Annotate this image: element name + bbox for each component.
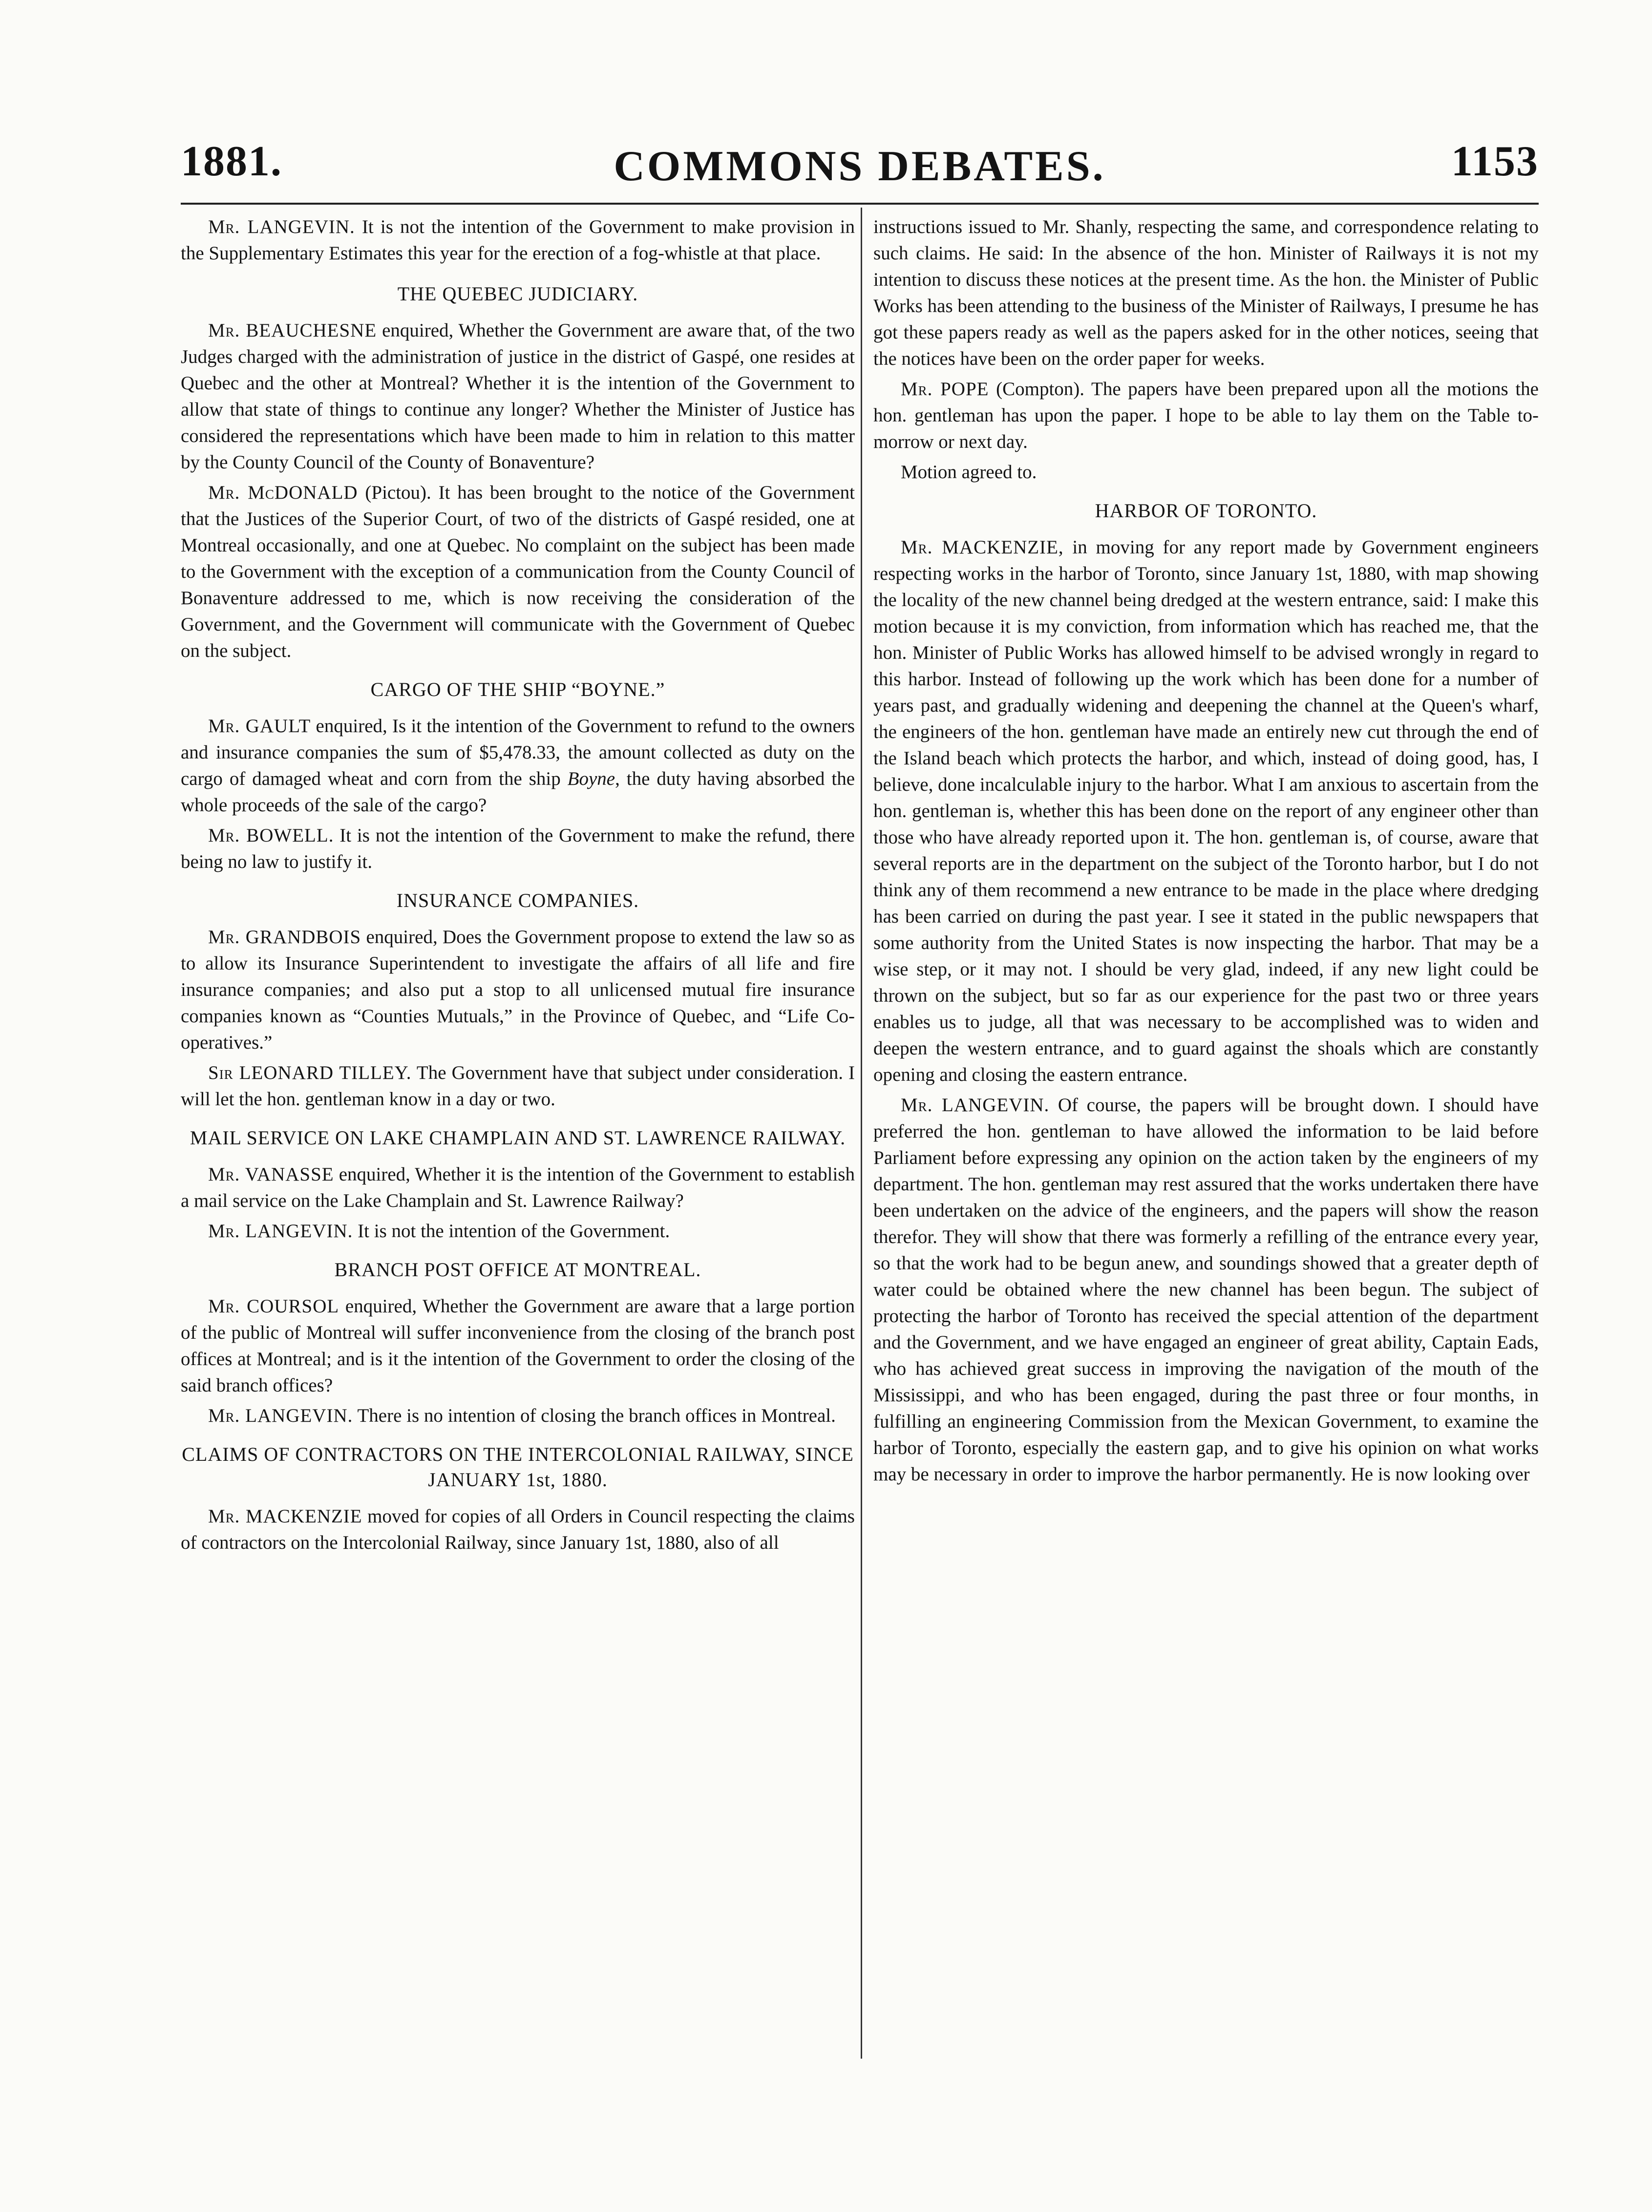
speaker-name: Mr. GRANDBOIS: [208, 927, 361, 948]
speaker-name: Mr. BOWELL.: [208, 825, 334, 846]
paragraph-text: in moving for any report made by Government engineers respecting works in the harbor of Toronto, since January 1st, 1880, with map showing the locality of the new channel being dredged at the western entrance, said: I make this motion because it is my conviction, from information which has reached me, that the hon. Minister of Public Works has allowed himself to be advised wrongly in regard to this harbor. Instead of following up the work which has been done for a number of years past, and gradually widening and deepening the channel at the Queen's wharf, the engineers of the hon. gentleman have made an entirely new cut through the end of the Island beach which protects the harbor, and which, instead of doing good, has, I believe, done incalculable injury to the harbor. What I am anxious to ascertain from the hon. gentleman is, whether this has been done on the report of any engineer other than those who have already reported upon it. The hon. gentleman is, of course, aware that several reports are in the department on the subject of the Toronto harbor, but I do not think any of them recommend a new entrance to be made in the place where dredging has been carried on during the past year. I see it stated in the public newspapers that some authority from the United States is now inspecting the harbor. That may be a wise step, or it may not. I should be very glad, indeed, if any new light could be thrown on the subject, but so far as our experience for the past two or three years enables us to judge, all that was necessary to be accomplished was to widen and deepen the western entrance, and to guard against the shoals which are constantly opening and closing the eastern entrance.: [873, 537, 1539, 1085]
speaker-name: Mr. VANASSE: [208, 1164, 334, 1185]
paragraph-text: (Pictou). It has been brought to the notice of the Government that the Justices of the Superior Court, of two of the districts of Gaspé resided, one at Montreal occasionally, and one at Quebec. No complaint on the subject has been made to the Government with the exception of a communication from the County Council of Bonaventure addressed to me, which is now receiving the consideration of the Government, and the Government will communicate with the Government of Quebec on the subject.: [181, 482, 855, 661]
speaker-name: Mr. COURSOL: [208, 1296, 339, 1317]
section-heading: THE QUEBEC JUDICIARY.: [397, 283, 638, 305]
header-rule: [181, 203, 1539, 205]
header-page-number: 1153: [1451, 138, 1539, 185]
paragraph-text: enquired, Is it the intention of the Government to refund to the owners and insurance companies the sum of $5,478.33, the amount collected as duty on the cargo of damaged wheat and corn from the ship: [181, 716, 855, 789]
speaker-name: Mr. LANGEVIN.: [901, 1095, 1050, 1116]
right-column: [873, 214, 1539, 1492]
section-heading: INSURANCE COMPANIES.: [396, 889, 639, 911]
paragraph: [181, 1060, 855, 1113]
speaker-name: Mr. MACKENZIE,: [901, 537, 1064, 558]
paragraph-text: Motion agreed to.: [901, 462, 1037, 483]
speaker-name: Mr. LANGEVIN.: [208, 1221, 353, 1242]
paragraph-text: enquired, Whether the Government are aware that a large portion of the public of Montreal will suffer inconvenience from the closing of the branch post offices at Montreal; and is it the intention of the Government to order the closing of the said branch offices?: [181, 1296, 855, 1396]
paragraph-text: (Compton). The papers have been prepared upon all the motions the hon. gentleman has upon the paper. I hope to be able to lay them on the Table to-morrow or next day.: [873, 379, 1539, 452]
column-divider: [861, 208, 862, 2059]
page-header: [181, 137, 1539, 210]
paragraph-text: It is not the intention of the Government to make the refund, there being no law to justify it.: [181, 825, 855, 872]
section-heading: CLAIMS OF CONTRACTORS ON THE INTERCOLONIAL RAILWAY, SINCE JANUARY 1st, 1880.: [182, 1443, 854, 1491]
paragraph-text: enquired, Whether it is the intention of the Government to establish a mail service on the Lake Champlain and St. Lawrence Railway?: [181, 1164, 855, 1211]
paragraph: [181, 317, 855, 476]
speaker-name: Mr. GAULT: [208, 716, 311, 737]
speaker-name: Mr. BEAUCHESNE: [208, 320, 377, 341]
speaker-name: Mr. LANGEVIN.: [208, 216, 355, 237]
paragraph: [873, 214, 1539, 372]
paragraph-text: It is not the intention of the Government to make provision in the Supplementary Estimates this year for the erection of a fog-whistle at that place.: [181, 216, 855, 264]
paragraph-text: The Government have that subject under consideration. I will let the hon. gentleman know in a day or two.: [181, 1062, 855, 1110]
ship-name: Boyne: [567, 768, 615, 789]
paragraph-text: enquired, Whether the Government are aware that, of the two Judges charged with the administration of justice in the district of Gaspé, one resides at Quebec and the other at Montreal? Whether it is the intention of the Government to allow that state of things to continue any longer? Whether the Minister of Justice has considered the representations which have been made to him in relation to this matter by the County Council of the County of Bonaventure?: [181, 320, 855, 473]
left-column: [181, 214, 855, 1560]
paragraph-text: It is not the intention of the Government.: [353, 1221, 670, 1242]
speaker-name: Mr. LANGEVIN.: [208, 1405, 353, 1426]
paragraph: [181, 822, 855, 875]
paragraph: [181, 1293, 855, 1399]
paragraph: [873, 1092, 1539, 1488]
paragraph: [181, 924, 855, 1056]
section-heading: HARBOR OF TORONTO.: [1095, 500, 1317, 522]
header-title: COMMONS DEBATES.: [614, 143, 1106, 190]
speaker-name: Mr. MACKENZIE: [208, 1506, 362, 1527]
paragraph: [181, 480, 855, 664]
speaker-name: Mr. POPE: [901, 379, 989, 400]
speaker-name: Mr. McDONALD: [208, 482, 358, 503]
paragraph: [873, 534, 1539, 1088]
paragraph: [181, 1218, 855, 1244]
paragraph: [181, 214, 855, 267]
paragraph-text: instructions issued to Mr. Shanly, respecting the same, and correspondence relating to such claims. He said: In the absence of the hon. Minister of Railways it is not my intention to discuss these notices at the present time. As the hon. the Minister of Public Works has been attending to the business of the Minister of Railways, I presume he has got these papers ready as well as the papers asked for in the other notices, seeing that the notices have been on the order paper for weeks.: [873, 216, 1539, 369]
paragraph: [181, 1161, 855, 1214]
paragraph: [873, 376, 1539, 455]
paragraph: [181, 1403, 855, 1429]
speaker-name: Sir LEONARD TILLEY.: [208, 1062, 412, 1083]
section-heading: CARGO OF THE SHIP “BOYNE.”: [370, 678, 665, 700]
section-heading: BRANCH POST OFFICE AT MONTREAL.: [334, 1259, 701, 1281]
paragraph: [873, 459, 1539, 485]
paragraph-text: , the duty having absorbed the whole proceeds of the sale of the cargo?: [181, 768, 855, 816]
paragraph-text: Of course, the papers will be brought down. I should have preferred the hon. gentleman to have allowed the information to be laid before Parliament before expressing any opinion on the action taken by the engineers of my department. The hon. gentleman may rest assured that the works undertaken there have been undertaken on the advice of the engineers, and the papers will show the reason therefor. They will show that there was formerly a refilling of the entrance every year, so that the work had to be begun anew, and soundings showed that a greater depth of water could be obtained where the new channel has been begun. The subject of protecting the harbor of Toronto has received the special attention of the department and the Government, and we have engaged an engineer of great ability, Captain Eads, who has achieved great success in improving the navigation of the mouth of the Mississippi, and who has been engaged, during the past three or four months, in fulfilling an engineering Commission from the Mexican Government, to examine the harbor of Toronto, especially the eastern gap, and to give his opinion on what works may be necessary in order to improve the harbor permanently. He is now looking over: [873, 1095, 1539, 1485]
header-year: 1881.: [181, 138, 282, 185]
paragraph: [181, 713, 855, 819]
paragraph: [181, 1503, 855, 1556]
paragraph-text: moved for copies of all Orders in Council respecting the claims of contractors on the Intercolonial Railway, since January 1st, 1880, also of all: [181, 1506, 855, 1553]
paragraph-text: There is no intention of closing the branch offices in Montreal.: [353, 1405, 836, 1426]
section-heading: MAIL SERVICE ON LAKE CHAMPLAIN AND ST. LAWRENCE RAILWAY.: [190, 1127, 846, 1149]
paragraph-text: enquired, Does the Government propose to extend the law so as to allow its Insurance Superintendent to investigate the affairs of all life and fire insurance companies; and also put a stop to all unlicensed mutual fire insurance companies known as “Counties Mutuals,” in the Province of Quebec, and “Life Co-operatives.”: [181, 927, 855, 1053]
